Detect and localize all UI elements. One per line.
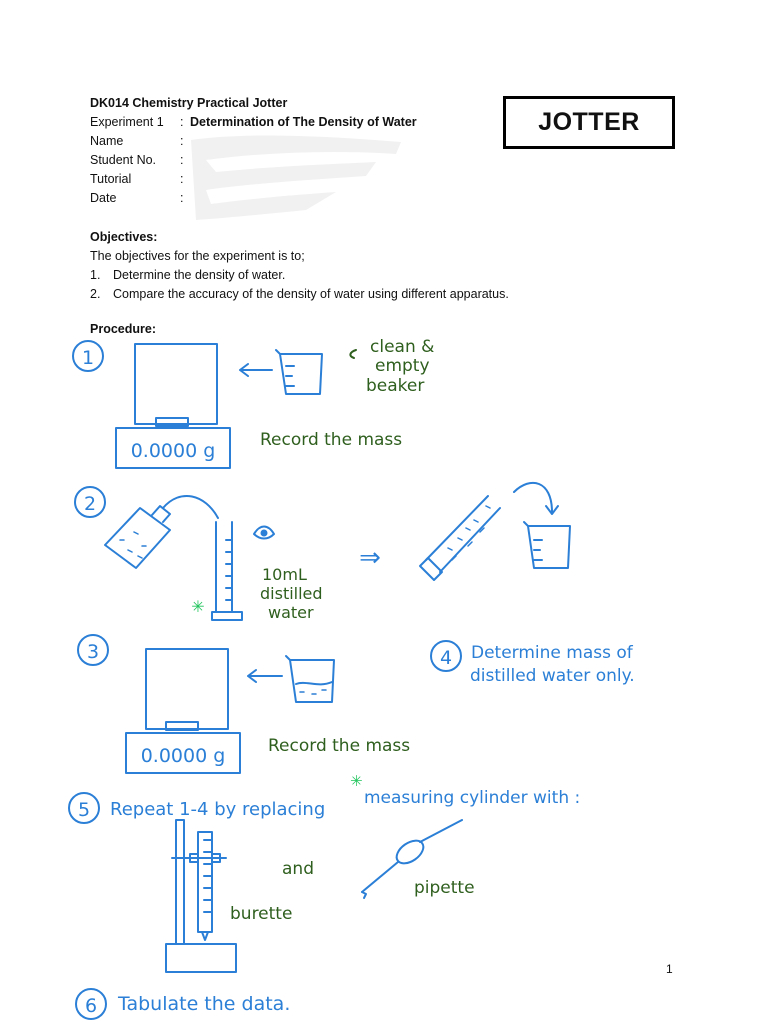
burette-stand-icon: [166, 820, 236, 972]
field-date-label: Date: [90, 191, 117, 205]
step-6: [76, 989, 290, 1019]
beaker-icon: [276, 350, 322, 394]
step-5-and: and: [282, 859, 314, 879]
step-1: [73, 337, 434, 468]
step-5-text: Repeat 1-4 by replacing: [110, 799, 326, 820]
step-4-text-line-1: Determine mass of: [471, 643, 633, 663]
field-name-label: Name: [90, 134, 124, 148]
star-icon: ✳: [191, 597, 205, 616]
balance-chamber: [146, 649, 228, 729]
step-2-number: 2: [83, 493, 97, 515]
step-2-volume-line-1: 10mL: [262, 565, 307, 584]
field-tutorial-label: Tutorial: [90, 172, 132, 186]
step-4-text-line-2: distilled water only.: [470, 666, 635, 686]
document-title: DK014 Chemistry Practical Jotter: [90, 96, 288, 110]
step-4: [431, 641, 635, 686]
experiment-label: Experiment 1: [90, 115, 164, 129]
step-1-number: 1: [81, 347, 95, 369]
jotter-badge: JOTTER: [503, 96, 675, 149]
field-student-no-sep: :: [180, 153, 184, 167]
step-5-number: 5: [77, 799, 91, 821]
balance-chamber: [135, 344, 217, 424]
step-5-text-b: measuring cylinder with :: [364, 788, 581, 808]
step-5-burette-label: burette: [230, 904, 293, 924]
objectives-intro: The objectives for the experiment is to;: [90, 249, 305, 263]
tilted-cylinder-icon: [420, 496, 500, 580]
list-item-number: 1.: [90, 268, 101, 282]
list-item-text: Compare the accuracy of the density of water using different apparatus.: [113, 287, 509, 301]
step-2-volume-line-3: water: [268, 603, 314, 622]
step-6-number: 6: [84, 995, 98, 1017]
step-4-number: 4: [439, 647, 453, 669]
experiment-sep: :: [180, 115, 184, 129]
arrow-left-icon: [248, 670, 282, 682]
implies-arrow-icon: ⇒: [359, 543, 381, 573]
procedure-heading: Procedure:: [90, 322, 156, 336]
field-name-sep: :: [180, 134, 184, 148]
step-3-number: 3: [86, 641, 100, 663]
page-number: 1: [666, 962, 673, 976]
balance-display: 0.0000 g: [140, 745, 226, 767]
step-1-note-line-3: beaker: [366, 376, 425, 396]
step-5: [69, 772, 580, 972]
beaker-icon: [524, 522, 570, 568]
objectives-heading: Objectives:: [90, 230, 158, 244]
step-6-text: Tabulate the data.: [118, 993, 291, 1015]
field-tutorial-sep: :: [180, 172, 184, 186]
list-item-number: 2.: [90, 287, 101, 301]
experiment-title: Determination of The Density of Water: [190, 115, 417, 129]
step-1-note-line-2: empty: [375, 356, 430, 376]
step-1-note-line-1: clean &: [370, 337, 435, 357]
step-1-record: Record the mass: [260, 430, 403, 450]
wash-bottle-icon: [105, 496, 218, 568]
step-2: [75, 483, 570, 622]
list-item-text: Determine the density of water.: [113, 268, 286, 282]
step-3: [78, 635, 410, 773]
step-2-volume-line-2: distilled: [260, 584, 323, 603]
balance-display: 0.0000 g: [130, 440, 216, 462]
pour-arrow-icon: [514, 483, 558, 514]
field-student-no-label: Student No.: [90, 153, 157, 167]
step-5-pipette-label: pipette: [414, 878, 475, 898]
measuring-cylinder-icon: [212, 522, 242, 620]
beaker-icon: [286, 656, 334, 702]
step-3-record: Record the mass: [268, 736, 411, 756]
star-icon: ✳: [350, 772, 363, 790]
arrow-left-icon: [240, 364, 272, 376]
field-date-sep: :: [180, 191, 184, 205]
